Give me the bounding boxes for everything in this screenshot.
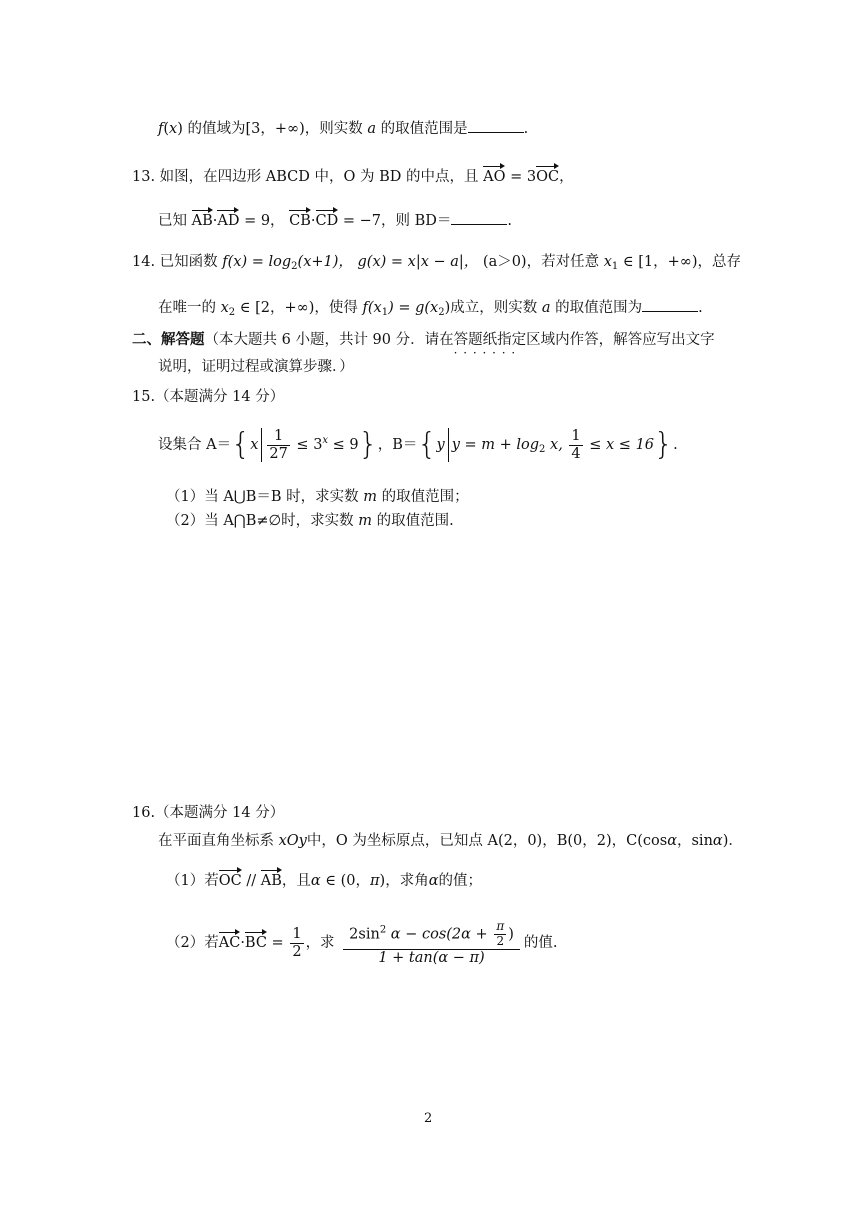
vector-ao: AO [483,169,506,185]
q12-tail: f(x) 的值域为[3，+∞)，则实数 a 的取值范围是 . [158,118,528,139]
left-brace: { [231,427,251,463]
answer-blank[interactable] [642,297,698,312]
section2-desc-line2: 说明，证明过程或演算步骤．） [158,359,354,375]
q15-sets: 设集合 A＝{x $\frac{1}{27}$ ≤ $3^x \le 9$}，B＝{y $y = m + \log_2 x$, $\frac{1}{4}$ ≤ x ≤ 16}. [158,427,678,463]
q13-line1: 13. 如图，在四边形 ABCD 中，O 为 BD 的中点，且 AO = 3OC， [132,169,574,185]
q16-part2: （2）若AC·BC = $\frac{1}{2}$ ，求 $2\sin^2$ α − cos(2α + $\frac{\pi}{2}$ ) 1 + tan(α − π) 的值. [166,919,558,966]
answer-blank[interactable] [451,210,507,225]
q15-part1: （1）当 A⋃B＝B 时，求实数 m 的取值范围； [166,489,469,505]
q15-part2: （2）当 A⋂B≠∅时，求实数 m 的取值范围. [166,513,454,529]
fraction-one-4: $\frac{1}{4}$ [571,428,581,462]
q16-header: 16.（本题满分 14 分） [132,805,285,821]
vector-bc: BC [244,935,267,952]
q13-line2: 已知 AB·AD = 9， CB·CD = −7，则 BD＝ . [158,210,512,231]
q14-line1: 14. 已知函数 $f(x) = \log_2(x+1)$， g(x) = x|x − a|， (a＞0)，若对任意 $x_1$ ∈ [1，+∞)，总存 [132,254,741,272]
page-number: 2 [424,1111,433,1126]
vector-cd: CD [315,213,339,229]
fraction-one-27: $\frac{1}{27}$ [269,428,288,462]
vector-ad: AD [217,213,240,229]
section-title: 二、解答题 [132,331,205,348]
vector-ab: AB [191,213,213,229]
q16-intro: 在平面直角坐标系 xOy中，O 为坐标原点，已知点 A(2，0)，B(0，2)，C(cosα，sinα)． [158,833,743,849]
right-brace: } [358,427,378,463]
section2-heading: 二、解答题（本大题共 6 小题，共计 90 分．请在答题纸指定区域 · · ·内作答，解答应写出文字 [132,331,715,350]
vector-oc: OC [218,873,242,889]
vector-oc: OC [536,169,560,185]
set-bar [448,428,449,462]
fraction-half: $\frac{1}{2}$ [292,925,302,960]
q12-f-of-x: f [158,121,164,137]
vector-ac: AC [218,935,241,952]
right-brace: } [654,427,674,463]
big-fraction: $2\sin^2$ α − cos(2α + $\frac{\pi}{2}$ ) 1 + tan(α − π) [343,920,520,966]
left-brace: { [417,427,437,463]
set-bar [261,428,262,462]
answer-blank[interactable] [468,118,524,133]
fraction-pi-2: $\frac{\pi}{2}$ [496,919,505,948]
q14-line2: 在唯一的 $x_2$ ∈ [2，+∞)，使得 $f(x_1) = g(x_2)$成立，则实数 a 的取值范围为 . [158,297,703,319]
vector-ab: AB [260,873,282,889]
vector-cb: CB [289,213,311,229]
q16-part1: （1）若OC // AB，且α ∈ (0，π)，求角α的值； [166,873,482,889]
q15-header: 15.（本题满分 14 分） [132,389,285,405]
dotted-emphasis: 答题纸指定区域 · · · [454,332,556,348]
